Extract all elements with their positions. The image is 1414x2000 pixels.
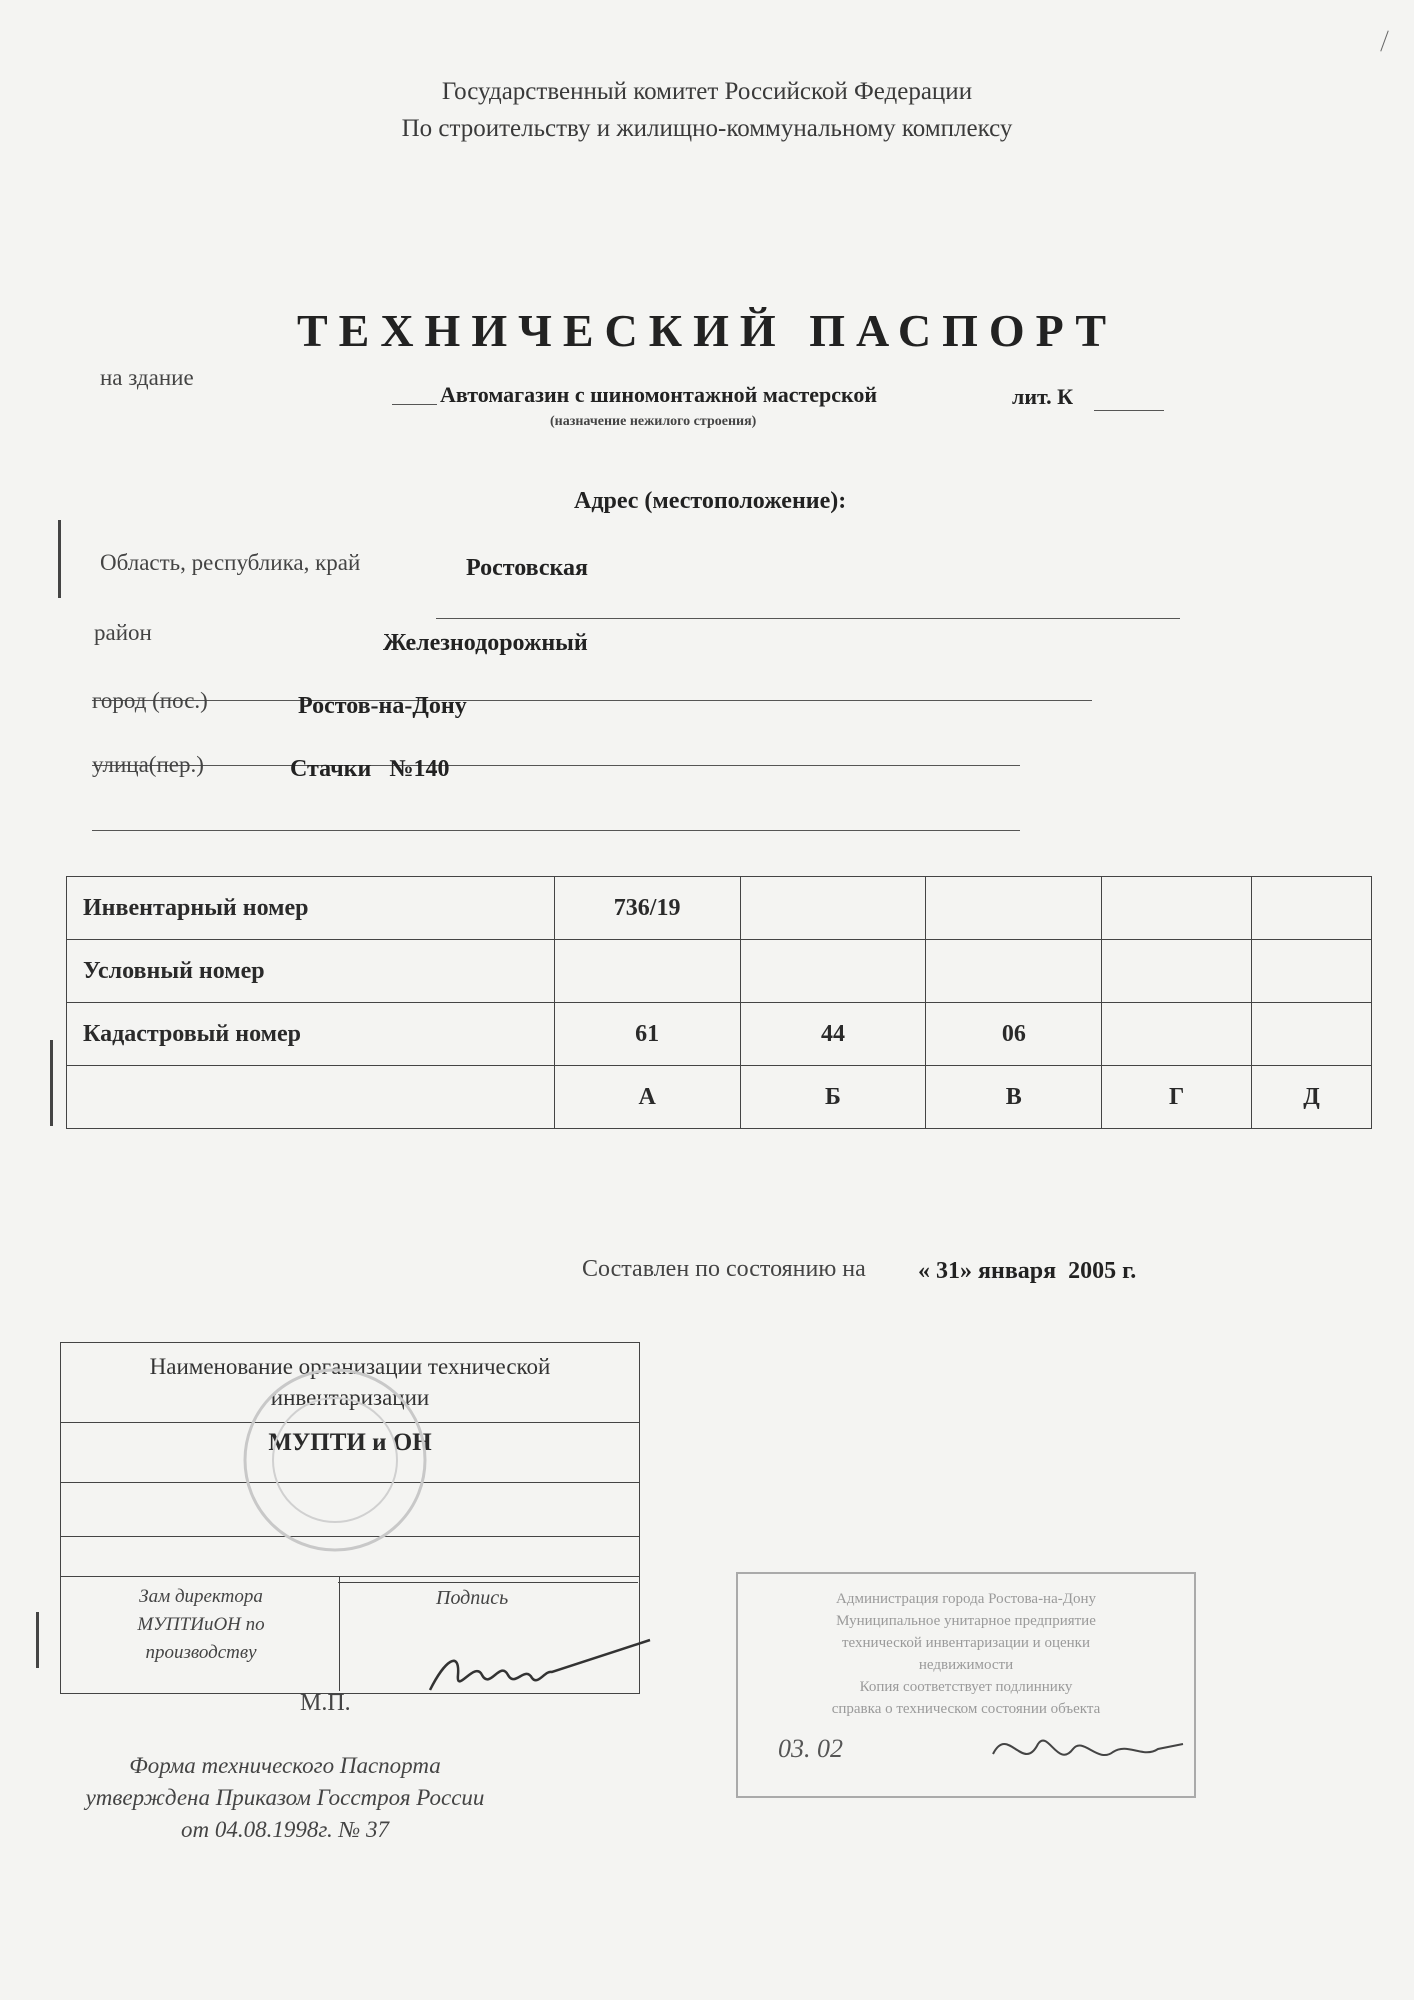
row-label: Кадастровый номер bbox=[67, 1003, 555, 1066]
margin-mark bbox=[36, 1612, 39, 1668]
table-cell bbox=[926, 940, 1102, 1003]
form-note bbox=[40, 1750, 530, 1846]
street-label: улица(пер.) bbox=[92, 752, 204, 777]
city-underline bbox=[92, 765, 1020, 766]
stamp-date: 03. 02 bbox=[778, 1734, 843, 1763]
position-label: Зам директора МУПТИиОН по производству bbox=[137, 1586, 265, 1663]
document-title: ТЕХНИЧЕСКИЙ ПАСПОРТ bbox=[296, 305, 1118, 356]
signature-line bbox=[338, 1582, 638, 1583]
district-label: район bbox=[94, 620, 152, 645]
building-purpose: Автомагазин с шиномонтажной мастерской bbox=[440, 382, 878, 407]
org-heading: Наименование организации технической инвентаризации bbox=[61, 1343, 639, 1423]
table-cell bbox=[554, 940, 740, 1003]
region-value: Ростовская bbox=[466, 555, 588, 581]
table-cell bbox=[926, 877, 1102, 940]
table-cell: В bbox=[926, 1066, 1102, 1129]
table-cell: 736/19 bbox=[554, 877, 740, 940]
table-row bbox=[67, 877, 1372, 940]
margin-mark bbox=[58, 520, 61, 598]
row-label: Инвентарный номер bbox=[67, 877, 555, 940]
region-label: Область, республика, край bbox=[100, 550, 361, 575]
table-cell bbox=[1102, 877, 1252, 940]
table-cell: А bbox=[554, 1066, 740, 1129]
city-value: Ростов-на-Дону bbox=[298, 693, 467, 719]
district-value: Железнодорожный bbox=[383, 630, 588, 656]
table-cell bbox=[1102, 940, 1252, 1003]
inventory-table bbox=[66, 876, 1372, 1129]
stamp-line-2: Муниципальное унитарное предприятие bbox=[836, 1613, 1096, 1629]
street-value: Стачки №140 bbox=[290, 756, 450, 782]
mp-label: М.П. bbox=[300, 1690, 351, 1716]
table-cell bbox=[740, 877, 926, 940]
form-note-line-3: от 04.08.1998г. № 37 bbox=[181, 1817, 389, 1842]
table-row bbox=[67, 1003, 1372, 1066]
round-seal bbox=[235, 1360, 435, 1560]
rect-stamp bbox=[736, 1572, 1196, 1798]
table-cell bbox=[1252, 940, 1372, 1003]
table-cell bbox=[740, 940, 926, 1003]
form-note-line-2: утверждена Приказом Госстроя России bbox=[85, 1785, 485, 1810]
signature-label: Подпись bbox=[436, 1587, 509, 1609]
margin-mark bbox=[50, 1040, 53, 1126]
district-underline bbox=[92, 700, 1092, 701]
stamp-line-5: Копия соответствует подлиннику bbox=[859, 1679, 1073, 1695]
city-label: город (пос.) bbox=[92, 688, 208, 713]
stamp-line-6: справка о техническом состоянии объекта bbox=[831, 1701, 1101, 1717]
region-underline bbox=[436, 618, 1180, 619]
lit-underline bbox=[1094, 410, 1164, 411]
row-label: Условный номер bbox=[67, 940, 555, 1003]
purpose-underline-left bbox=[392, 404, 437, 405]
table-row bbox=[67, 940, 1372, 1003]
table-cell: 61 bbox=[554, 1003, 740, 1066]
table-cell: 44 bbox=[740, 1003, 926, 1066]
table-cell bbox=[1252, 1003, 1372, 1066]
table-cell: 06 bbox=[926, 1003, 1102, 1066]
table-cell bbox=[1252, 877, 1372, 940]
stamp-line-4: недвижимости bbox=[918, 1657, 1014, 1673]
stamp-line-1: Администрация города Ростова-на-Дону bbox=[835, 1591, 1097, 1607]
header-line-1: Государственный комитет Российской Федерации bbox=[441, 78, 973, 105]
org-name: МУПТИ и ОН bbox=[61, 1423, 639, 1483]
table-cell: Б bbox=[740, 1066, 926, 1129]
building-label: на здание bbox=[100, 365, 194, 390]
compiled-prefix: Составлен по состоянию на bbox=[582, 1256, 866, 1282]
lit-label: лит. К bbox=[1012, 384, 1074, 409]
table-cell: Г bbox=[1102, 1066, 1252, 1129]
corner-mark bbox=[1380, 30, 1388, 51]
address-heading: Адрес (местоположение): bbox=[574, 488, 847, 514]
stamp-signature bbox=[988, 1714, 1188, 1784]
street-underline bbox=[92, 830, 1020, 831]
header-line-2: По строительству и жилищно-коммунальному комплексу bbox=[401, 115, 1013, 142]
table-row bbox=[67, 1066, 1372, 1129]
table-cell: Д bbox=[1252, 1066, 1372, 1129]
stamp-line-3: технической инвентаризации и оценки bbox=[842, 1635, 1090, 1651]
compiled-date: « 31» января 2005 г. bbox=[918, 1258, 1137, 1284]
form-note-line-1: Форма технического Паспорта bbox=[129, 1753, 441, 1778]
table-cell bbox=[1102, 1003, 1252, 1066]
position-cell bbox=[61, 1577, 340, 1691]
row-label bbox=[67, 1066, 555, 1129]
purpose-caption: (назначение нежилого строения) bbox=[550, 414, 757, 429]
handwritten-signature bbox=[420, 1620, 660, 1710]
